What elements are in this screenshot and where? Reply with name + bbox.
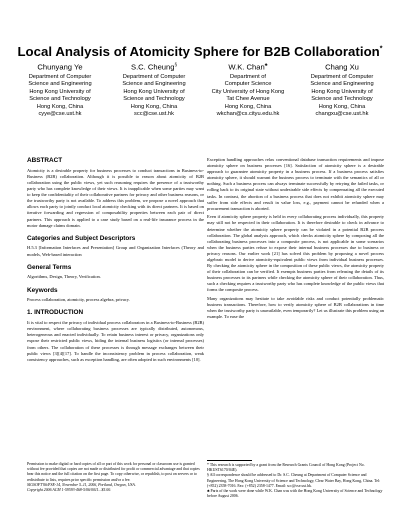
body-paragraph: Exception handling approaches relax conventional database transaction requirements and impose atomicity sphere on business processes [16]. Satisfaction of atomicity sphere is a desirable approach to guarantee atomicity property in a business process. If a business process satisfies atomicity sphere, it should warrant the business process to terminate with the semantics of all or nothing. Such a business process can always terminate successfully by retrying the failed tasks, or rolling back to its original state without undesirable side effects by compensating all the executed tasks. In contrast, the abortion of a business process that does not exhibit atomicity sphere may suffer from side effects and result in value loss, e.g., payment cannot be refunded when a procurement transaction is aborted. [207,157,384,211]
author-block [14,62,106,119]
author-name: S.C. Cheung§ [131,62,177,72]
conference-text: SIGSOFT'06/FSE-14, November 5–11, 2006, Portland, Oregon, USA. [27,482,136,487]
author-affiliation: Department of Computer Science and Engineering Hong Kong University of Science and Technology Hong Kong, China cyye@cse.ust.hk [14,74,106,119]
author-footnotes [207,460,384,499]
body-paragraph: Even if atomicity sphere property is held in every collaborating process individually, this property may still not be respected in their collaboration. It is therefore desirable to check in advance to determine whether the atomicity sphere property can be violated in a potential B2B process collaboration. The global analysis approach, which checks atomicity sphere by composing all the collaborating business processes into a composite process, is not applicable in some scenarios when the business parties refuse to expose their internal business processes due to business or privacy reasons. Our earlier work [21] has solved this problem by proposing a novel process algebraic model to derive atomicity-equivalent public views from individual business processes. By checking the atomicity sphere in the composition of these public views, the atomicity property of their collaboration can be verified. It exempts business parties from releasing the details of its business processes to its partners while checking the atomicity sphere of their collaboration. Thus, such a checking requires a trustworthy party who has complete knowledge of the public views that forms the composite process. [207,214,384,293]
categories-text: H.5.3 [Information Interfaces and Presentation] Group and Organization Interfaces (Theory and models, Web-based interaction [27,245,204,257]
left-column [27,157,204,365]
general-terms-heading: General Terms [27,263,72,271]
permission-text: Permission to make digital or hard copies of all or part of this work for personal or classroom use is granted without fee provided that copies are not made or distributed for profit or commercial advantage and that copies bear this notice and the full citation on the first page. To copy otherwise, or republish, to post on servers or to redistribute to lists, requires prior specific permission and/or a fee. [27,462,200,482]
abstract-text: Atomicity is a desirable property for business processes to conduct transactions in Business-to-Business (B2B) collaboration. Although it is possible to reason about atomicity of B2B collaboration using the public views, yet such reasoning requires the presence of a trustworthy party who has complete knowledge of their views. It is inapplicable when some parties may want to keep the confidentiality of their collaborative partners for privacy and other business reasons, or the trustworthy party is not available. To address this problem, we propose a novel approach that allows each party to jointly conduct local atomicity checking with its direct partners. It is based on iterative forwarding and regression of composability properties between each pair of direct partners. This approach is applied to a case study based on a real-life insurance process in the motor damage claims domain. [27,167,204,228]
title-footnote-mark: * [379,45,383,53]
general-terms-text: Algorithms, Design, Theory, Verification. [27,274,101,280]
footnote: * This research is supported by a grant from the Research Grants Council of Hong Kong (Project No. HKUST6170/04E). [207,463,365,473]
author-affiliation: Department of Computer Science and Engineering Hong Kong University of Science and Technology Hong Kong, China scc@cse.ust.hk [108,74,200,119]
introduction-text: It is vital to respect the privacy of individual process collaborators in a Business-to-Business (B2B) environment, where collaborating business processes are typically distributed, autonomous, heterogeneous and enacted individually. To retain business interest or privacy, organizations only expose their restricted public views, hiding the internal business logistics (or internal processes) from others. The collaboration of these processes is through message exchanges between their public views [3][4][17]. To handle the inconsistency problem in process collaboration, weak consistency approaches, such as exception handling, are often adopted in such environments [10]. [27,320,204,362]
author-name: Chunyang Ye [37,62,83,72]
permission-footnote [27,462,204,493]
author-affiliation: Department of Computer Science City University of Hong Kong Tat Chee Avenue Hong Kong, China wkchan@cs.cityu.edu.hk [202,74,294,119]
keywords-heading: Keywords [27,286,58,294]
body-paragraph: Many organizations may hesitate to take avoidable risks and conduct potentially problematic business transactions. Therefore, how to verify atomicity sphere of B2B collaborations in time when the trustworthy party is unavailable, even temporarily? Let us illustrate this problem using an example. To ease the [207,296,384,320]
author-block [296,62,388,119]
author-affiliation: Department of Computer Science and Engineering Hong Kong University of Science and Technology Hong Kong, China changxu@cse.ust.hk [296,74,388,119]
copyright-text: Copyright 2006 ACM 1-59593-468-5/06/0011...$5.00. [27,487,112,492]
author-email: changxu@cse.ust.hk [315,111,369,118]
paper-title [0,44,400,59]
author-email: scc@cse.ust.hk [134,111,174,118]
footnote: § All correspondence should be addressed to Dr. S.C. Cheung at Department of Computer Science and Engineering, The Hong Kong University of Science and Technology, Clear Water Bay, Hong Kong, China. Tel: (+852) 2358-7016. Fax: (+852) 2358-1477. Email: scc@cse.ust.hk. [207,473,381,488]
author-email: wkchan@cs.cityu.edu.hk [216,111,280,118]
abstract-heading: ABSTRACT [27,157,63,164]
author-block [202,62,294,119]
paper-title-text: Local Analysis of Atomicity Sphere for B2B Collaboration [17,44,380,59]
author-name: Chang Xu [325,62,359,72]
introduction-heading: 1. INTRODUCTION [27,309,84,317]
right-column [207,157,384,323]
author-list [14,62,388,119]
author-name: W.K. Chan♣ [228,62,268,72]
footnote-rule [207,460,252,461]
footnote: ♣ Parts of the work were done while W.K. Chan was with the Hong Kong University of Science and Technology before August 2006. [207,488,383,499]
author-block [108,62,200,119]
author-email: cyye@cse.ust.hk [38,111,82,118]
keywords-text: Process collaboration, atomicity, process algebra, privacy. [27,297,130,303]
categories-heading: Categories and Subject Descriptors [27,234,136,242]
